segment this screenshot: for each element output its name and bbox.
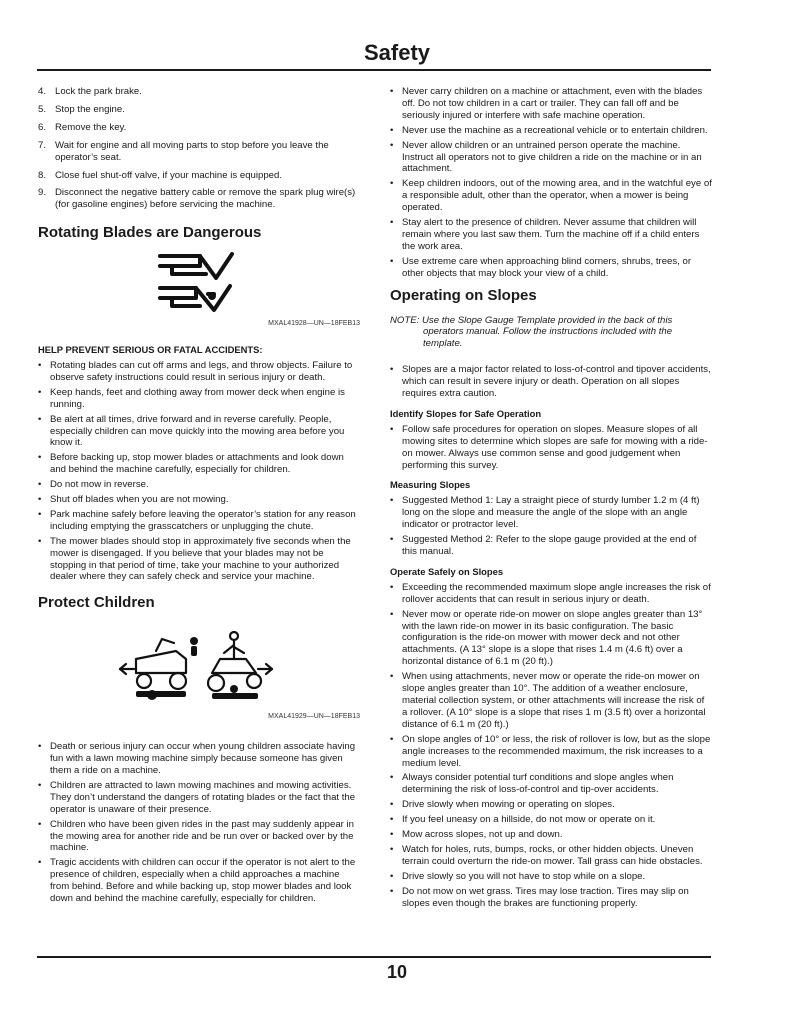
header-rule (37, 69, 711, 71)
list-item: • Keep children indoors, out of the mowing area, and in the watchful eye of a responsible adult, other than the operator, when a mower is being operated. (390, 178, 712, 214)
list-item: 6. Remove the key. (38, 121, 127, 133)
list-item: • Death or serious injury can occur when young children associate having fun with a lawn mowing machine simply because someone has given them a ride on a machine. (38, 741, 360, 777)
list-item: • Tragic accidents with children can occur if the operator is not alert to the presence of children, especially when a child approaches a machine from behind. Before and while backing up, stop mower blades and look down and behind the machine carefully, especially for children. (38, 857, 360, 905)
list-item: • Be alert at all times, drive forward and in reverse carefully. People, especially children can move quickly into the mowing area before you know it. (38, 414, 360, 450)
list-item: • Children who have been given rides in the past may suddenly appear in the mowing area for another ride and be run over or backed over by the machine. (38, 819, 360, 855)
list-item: • Rotating blades can cut off arms and legs, and throw objects. Failure to observe safety instructions could result in serious injury or death. (38, 360, 360, 384)
list-item: • Never carry children on a machine or attachment, even with the blades off. Do not tow children in a cart or trailer. They can fall off and be seriously injured or interfere with safe machine operation. (390, 86, 712, 122)
list-item: • When using attachments, never mow or operate the ride-on mower on slope angles greater than 10°. The addition of a weather enclosure, material collection system, or other attachments will increase the risk of a rollover. (A 10° slope is a slope that rises 1 m (3.5 ft) over a horizontal distance of 6.1 m (20 ft).) (390, 671, 712, 731)
blade-hazard-figure (38, 252, 360, 314)
list-item: • Children are attracted to lawn mowing machines and mowing activities. They don’t understand the dangers of rotating blades or the fact that the operator is unaware of their presence. (38, 780, 360, 816)
list-item: • Use extreme care when approaching blind corners, shrubs, trees, or other objects that may block your view of a child. (390, 256, 712, 280)
page-title: Safety (363, 40, 431, 65)
left-column (38, 86, 360, 908)
warning-subheading: HELP PREVENT SERIOUS OR FATAL ACCIDENTS: (38, 344, 263, 356)
operate-safely-list (390, 582, 712, 910)
page-number: 10 (386, 962, 408, 982)
subheading-measuring-slopes: Measuring Slopes (390, 479, 471, 491)
identify-slopes-list (390, 424, 712, 472)
subheading-identify-slopes: Identify Slopes for Safe Operation (390, 407, 542, 419)
footer-rule (37, 956, 711, 958)
list-item: 8. Close fuel shut-off valve, if your machine is equipped. (38, 169, 282, 181)
list-item: • Always consider potential turf conditions and slope angles when determining the risk of loss-of-control and tip-over accidents. (390, 772, 712, 796)
slope-intro-list (390, 364, 712, 400)
list-item: • Do not mow on wet grass. Tires may lose traction. Tires may slip on slopes even though the brakes are functioning properly. (390, 886, 712, 910)
right-column (390, 86, 712, 912)
note-text: Use the Slope Gauge Template provided in the back of this (422, 314, 673, 326)
list-item: • Never use the machine as a recreational vehicle or to entertain children. (390, 125, 712, 137)
list-item: • Shut off blades when you are not mowing. (38, 494, 360, 506)
note-text-continued: operators manual. Follow the instructions included with the template. (423, 326, 673, 350)
note-label: NOTE: (390, 314, 420, 326)
list-item: • Suggested Method 2: Refer to the slope gauge provided at the end of this manual. (390, 534, 712, 558)
children-safety-list (38, 741, 360, 905)
list-item: • The mower blades should stop in approximately five seconds when the mower is disengaged. If you believe that your blades may not be stopping in that period of time, take your machine to your authorized dealer where they can safely check and service your machine. (38, 536, 360, 584)
list-item: • Follow safe procedures for operation on slopes. Measure slopes of all mowing sites to determine which slopes are safe for mowing with a ride-on mower. Always use common sense and good judgement when performing this survey. (390, 424, 712, 472)
children-safety-list-continued (390, 86, 712, 280)
list-item: • Stay alert to the presence of children. Never assume that children will remain where you last saw them. Turn the machine off if a child enters the work area. (390, 217, 712, 253)
figure-caption: MXAL41929—UN—18FEB13 (268, 713, 360, 721)
section-heading-rotating-blades: Rotating Blades are Dangerous (38, 224, 262, 242)
list-item: 4. Lock the park brake. (38, 86, 142, 97)
list-item: • Never allow children or an untrained person operate the machine. Instruct all operators not to give children a ride on the machine or in an attachment. (390, 140, 712, 176)
list-item: • Before backing up, stop mower blades or attachments and look down and behind the machine carefully, especially for children. (38, 452, 360, 476)
child-hazard-figure (38, 629, 360, 707)
measuring-slopes-list (390, 495, 712, 558)
list-item: • Park machine safely before leaving the operator’s station for any reason including emptying the grasscatchers or unplugging the chute. (38, 509, 360, 533)
list-item: • Mow across slopes, not up and down. (390, 829, 712, 841)
list-item: 5. Stop the engine. (38, 103, 125, 115)
list-item: • Watch for holes, ruts, bumps, rocks, or other hidden objects. Uneven terrain could overturn the ride-on mower. Tall grass can hide obstacles. (390, 844, 712, 868)
subheading-operate-safely: Operate Safely on Slopes (390, 565, 504, 577)
list-item: • Suggested Method 1: Lay a straight piece of sturdy lumber 1.2 m (4 ft) long on the slope and measure the angle of the slope with an angle indicator or protractor level. (390, 495, 712, 531)
figure-caption: MXAL41928—UN—18FEB13 (268, 320, 360, 328)
shutdown-steps-list (38, 86, 360, 211)
list-item: • Slopes are a major factor related to loss-of-control and tipover accidents, which can result in severe injury or death. Operation on all slopes requires extra caution. (390, 364, 712, 400)
blade-safety-list (38, 360, 360, 583)
section-heading-protect-children: Protect Children (38, 594, 155, 612)
list-item: • Exceeding the recommended maximum slope angle increases the risk of rollover accidents that can result in serious injury or death. (390, 582, 712, 606)
list-item: 9. Disconnect the negative battery cable or remove the spark plug wire(s) (for gasoline engines) before servicing the machine. (38, 187, 356, 211)
list-item: • On slope angles of 10° or less, the risk of rollover is low, but as the slope angle increases to the recommended maximum, the risk increases to a medium level. (390, 734, 712, 770)
list-item: 7. Wait for engine and all moving parts to stop before you leave the operator’s seat. (38, 139, 329, 163)
list-item: • Do not mow in reverse. (38, 479, 360, 491)
list-item: • If you feel uneasy on a hillside, do not mow or operate on it. (390, 814, 712, 826)
mower-child-hazard-icon (116, 629, 276, 707)
list-item: • Keep hands, feet and clothing away from mower deck when engine is running. (38, 387, 360, 411)
list-item: • Never mow or operate ride-on mower on slope angles greater than 13° with the lawn ride-on mower in its basic configuration. The basic configuration is the ride-on mower with mower deck and not other attachments. (A 13° slope is a slope that rises 1.4 m (4.6 ft) over a horizontal distance of 6.1 m (20 ft).) (390, 609, 712, 669)
section-heading-operating-slopes: Operating on Slopes (390, 286, 537, 304)
list-item: • Drive slowly when mowing or operating on slopes. (390, 799, 712, 811)
blade-hazard-icon (156, 252, 244, 314)
slope-gauge-note (390, 315, 712, 351)
list-item: • Drive slowly so you will not have to stop while on a slope. (390, 871, 712, 883)
